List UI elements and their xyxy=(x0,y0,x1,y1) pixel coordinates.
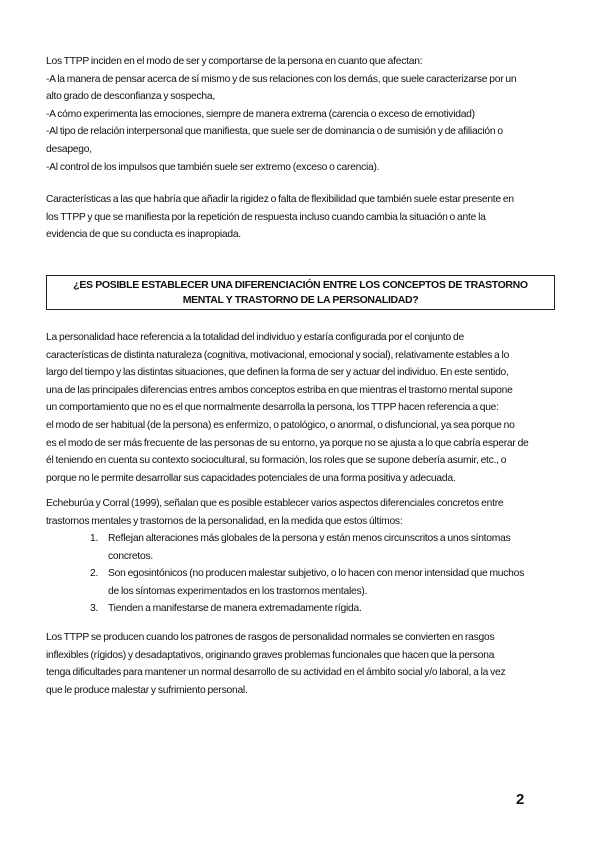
text-line: él teniendo en cuenta su contexto sociocultural, su formación, los roles que se supone debería asumir, etc., o xyxy=(46,455,507,467)
list-item-line: Tienden a manifestarse de manera extremadamente rígida. xyxy=(108,603,362,615)
text-line: desapego, xyxy=(46,143,92,155)
text-line: es el modo de ser más frecuente de las personas de su entorno, ya porque no se ajusta a lo que cabría esperar de xyxy=(46,437,529,449)
list-number: 2. xyxy=(90,568,99,580)
differences-paragraph xyxy=(46,495,558,615)
numbered-list xyxy=(46,530,558,618)
text-line: largo del tiempo y las distintas situaciones, que definen la forma de ser y actuar del individuo. En este sentido, xyxy=(46,367,509,379)
text-line: una de las principales diferencias entres ambos conceptos estriba en que mientras el trastorno mental supone xyxy=(46,384,513,396)
text-line: los TTPP y que se manifiesta por la repetición de respuesta incluso cuando cambia la situación o ante la xyxy=(46,211,486,223)
text-line: tenga dificultades para mantener un normal desarrollo de su actividad en el ámbito social y/o laboral, a la vez xyxy=(46,667,506,679)
text-line: Echeburúa y Corral (1999), señalan que es posible establecer varios aspectos diferenciales concretos entre xyxy=(46,498,504,509)
text-line: -A cómo experimenta las emociones, siempre de manera extrema (carencia o exceso de emotividad) xyxy=(46,108,475,120)
rigidity-paragraph xyxy=(46,191,558,244)
text-line: un comportamiento que no es el que normalmente desarrolla la persona, los TTPP hacen referencia a que: xyxy=(46,402,499,414)
text-line: La personalidad hace referencia a la totalidad del individuo y estaría configurada por el conjunto de xyxy=(46,332,464,343)
text-line: -A la manera de pensar acerca de sí mismo y de sus relaciones con los demás, que suele caracterizarse por un xyxy=(46,73,517,85)
conclusion-paragraph xyxy=(46,629,558,699)
text-line: -Al control de los impulsos que también suele ser extremo (exceso o carencia). xyxy=(46,161,380,173)
list-item-line: Reflejan alteraciones más globales de la persona y están menos circunscritos a unos síntomas xyxy=(108,533,511,544)
list-number: 1. xyxy=(90,533,99,544)
text-line: trastornos mentales y trastornos de la personalidad, en la medida que estos últimos: xyxy=(46,515,403,527)
text-line: -Al tipo de relación interpersonal que manifiesta, que suele ser de dominancia o de sumisión y de afiliación o xyxy=(46,126,503,138)
page-number: 2 xyxy=(516,791,525,808)
text-line: Los TTPP inciden en el modo de ser y comportarse de la persona en cuanto que afectan: xyxy=(46,56,423,67)
text-line: el modo de ser habitual (de la persona) es enfermizo, o patológico, o anormal, o disfuncional, ya sea porque no xyxy=(46,419,515,431)
heading-line: ¿ES POSIBLE ESTABLECER UNA DIFERENCIACIÓN ENTRE LOS CONCEPTOS DE TRASTORNO xyxy=(73,279,528,291)
list-item xyxy=(46,530,558,565)
text-line: que le produce malestar y sufrimiento personal. xyxy=(46,684,248,696)
text-line: alto grado de desconfianza y sospecha, xyxy=(46,91,215,103)
intro-paragraph xyxy=(46,53,558,176)
list-number: 3. xyxy=(90,603,99,615)
text-line: Características a las que habría que añadir la rigidez o falta de flexibilidad que también suele estar presente en xyxy=(46,194,514,205)
list-item-line: de los síntomas experimentados en los trastornos mentales). xyxy=(108,585,368,597)
text-line: Los TTPP se producen cuando los patrones de rasgos de personalidad normales se convierten en rasgos xyxy=(46,632,495,643)
heading-line: MENTAL Y TRASTORNO DE LA PERSONALIDAD? xyxy=(182,294,419,306)
personality-paragraph xyxy=(46,329,558,487)
text-line: características de distinta naturaleza (cognitiva, motivacional, emocional y social), relativamente estables a lo xyxy=(46,349,510,361)
list-item xyxy=(46,565,558,600)
list-item-line: concretos. xyxy=(108,550,154,562)
text-line: inflexibles (rígidos) y desadaptativos, originando graves problemas funcionales que hacen que la persona xyxy=(46,649,495,661)
text-line: evidencia de que su conducta es inapropiada. xyxy=(46,229,241,241)
list-item-line: Son egosintónicos (no producen malestar subjetivo, o lo hacen con menor intensidad que muchos xyxy=(108,568,524,580)
section-heading xyxy=(46,275,555,310)
list-item xyxy=(46,600,558,618)
text-line: porque no le permite desarrollar sus capacidades potenciales de una forma positiva y adecuada. xyxy=(46,472,456,484)
